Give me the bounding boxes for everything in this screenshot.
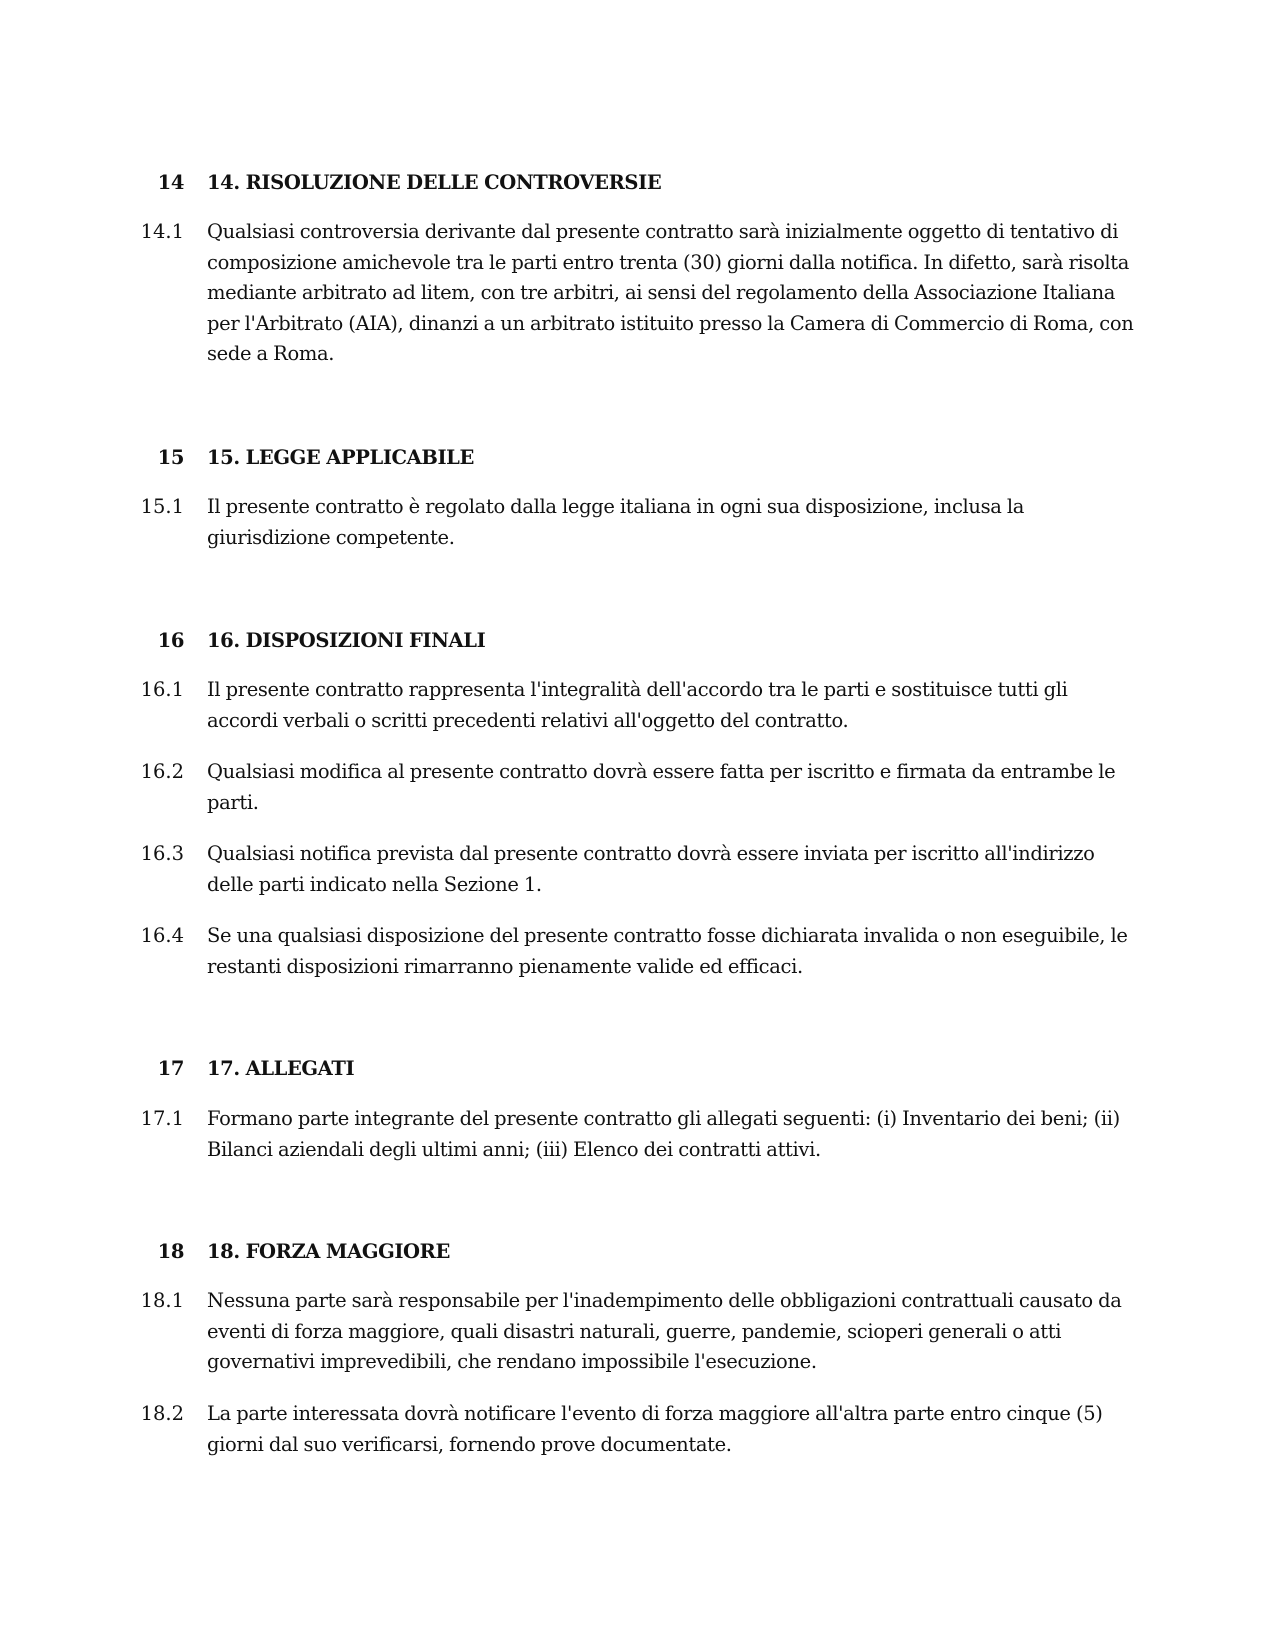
section-number: 17 bbox=[157, 1057, 184, 1080]
clause-text: Nessuna parte sarà responsabile per l'inadempimento delle obbligazioni contrattuali causato da eventi di forza maggiore, quali disastri naturali, guerre, pandemie, scioperi generali o atti governativi imprevedibili, che rendano impossibile l'esecuzione. bbox=[207, 1289, 1122, 1374]
section-number: 15 bbox=[157, 446, 184, 469]
clause-number: 16.2 bbox=[140, 760, 184, 783]
clause-text: Il presente contratto rappresenta l'integralità dell'accordo tra le parti e sostituisce tutti gli accordi verbali o scritti precedenti relativi all'oggetto del contratto. bbox=[207, 678, 1068, 732]
section-title: 15. LEGGE APPLICABILE bbox=[207, 446, 474, 469]
clause-text: Qualsiasi controversia derivante dal presente contratto sarà inizialmente oggetto di tentativo di composizione amichevole tra le parti entro trenta (30) giorni dalla notifica. In difetto, sarà risolta mediante arbitrato ad litem, con tre arbitri, ai sensi del regolamento della Associazione Italiana per l'Arbitrato (AIA), dinanzi a un arbitrato istituito presso la Camera di Commercio di Roma, con sede a Roma. bbox=[207, 220, 1134, 366]
section-title: 14. RISOLUZIONE DELLE CONTROVERSIE bbox=[207, 171, 662, 194]
clause-text: Il presente contratto è regolato dalla legge italiana in ogni sua disposizione, inclusa la giurisdizione competente. bbox=[207, 495, 1025, 549]
clause-number: 18.1 bbox=[140, 1289, 184, 1312]
clause-text: Se una qualsiasi disposizione del presente contratto fosse dichiarata invalida o non eseguibile, le restanti disposizioni rimarranno pienamente valide ed efficaci. bbox=[207, 924, 1128, 978]
section-title: 16. DISPOSIZIONI FINALI bbox=[207, 629, 486, 652]
section-title: 17. ALLEGATI bbox=[207, 1057, 355, 1080]
clause-text: Formano parte integrante del presente contratto gli allegati seguenti: (i) Inventario dei beni; (ii) Bilanci aziendali degli ultimi anni; (iii) Elenco dei contratti attivi. bbox=[207, 1107, 1120, 1161]
clause-number: 17.1 bbox=[140, 1107, 184, 1130]
clause-number: 16.3 bbox=[140, 842, 184, 865]
clause-text: Qualsiasi notifica prevista dal presente contratto dovrà essere inviata per iscritto all'indirizzo delle parti indicato nella Sezione 1. bbox=[207, 842, 1095, 896]
section-number: 14 bbox=[157, 171, 184, 194]
clause-text: La parte interessata dovrà notificare l'evento di forza maggiore all'altra parte entro cinque (5) giorni dal suo verificarsi, fornendo prove documentate. bbox=[207, 1402, 1103, 1456]
section-number: 18 bbox=[157, 1240, 184, 1263]
clause-number: 14.1 bbox=[140, 220, 184, 243]
section-title: 18. FORZA MAGGIORE bbox=[207, 1240, 450, 1263]
clause-number: 16.4 bbox=[140, 924, 184, 947]
clause-number: 15.1 bbox=[140, 495, 184, 518]
clause-text: Qualsiasi modifica al presente contratto dovrà essere fatta per iscritto e firmata da entrambe le parti. bbox=[207, 760, 1116, 814]
section-number: 16 bbox=[157, 629, 184, 652]
clause-number: 18.2 bbox=[140, 1402, 184, 1425]
clause-number: 16.1 bbox=[140, 678, 184, 701]
